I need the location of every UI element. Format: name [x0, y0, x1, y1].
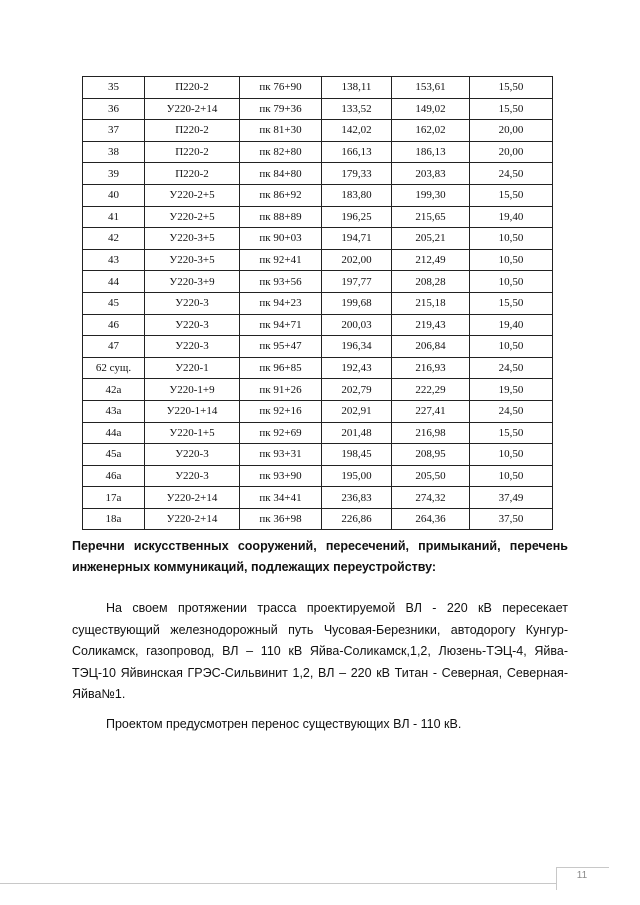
table-cell: 44 — [83, 271, 145, 293]
table-cell: У220-3+9 — [145, 271, 240, 293]
table-row — [83, 98, 553, 120]
table-cell: пк 90+03 — [240, 228, 322, 250]
table-cell: 36 — [83, 98, 145, 120]
table-row — [83, 314, 553, 336]
pole-table — [82, 76, 553, 530]
table-cell: 37,49 — [470, 487, 553, 509]
table-row — [83, 120, 553, 142]
table-cell: 212,49 — [392, 249, 470, 271]
table-cell: 44а — [83, 422, 145, 444]
table-cell: 198,45 — [322, 444, 392, 466]
table-cell: пк 96+85 — [240, 357, 322, 379]
table-cell: 203,83 — [392, 163, 470, 185]
table-cell: 15,50 — [470, 292, 553, 314]
table-cell: 15,50 — [470, 184, 553, 206]
table-cell: 196,34 — [322, 336, 392, 358]
table-cell: П220-2 — [145, 120, 240, 142]
table-cell: 219,43 — [392, 314, 470, 336]
table-cell: 236,83 — [322, 487, 392, 509]
table-cell: 183,80 — [322, 184, 392, 206]
table-cell: 20,00 — [470, 120, 553, 142]
table-cell: пк 79+36 — [240, 98, 322, 120]
table-cell: пк 92+16 — [240, 400, 322, 422]
table-row — [83, 444, 553, 466]
table-cell: 41 — [83, 206, 145, 228]
table-cell: пк 93+56 — [240, 271, 322, 293]
table-cell: 18а — [83, 508, 145, 530]
table-cell: 46а — [83, 465, 145, 487]
table-cell: 19,50 — [470, 379, 553, 401]
table-row — [83, 379, 553, 401]
table-cell: 208,28 — [392, 271, 470, 293]
table-cell: У220-2+5 — [145, 184, 240, 206]
table-cell: 274,32 — [392, 487, 470, 509]
table-cell: 179,33 — [322, 163, 392, 185]
pole-table-container — [82, 76, 552, 530]
table-cell: У220-2+5 — [145, 206, 240, 228]
table-row — [83, 141, 553, 163]
table-cell: 133,52 — [322, 98, 392, 120]
table-cell: 226,86 — [322, 508, 392, 530]
table-cell: 142,02 — [322, 120, 392, 142]
table-row — [83, 336, 553, 358]
table-cell: 166,13 — [322, 141, 392, 163]
table-cell: 37 — [83, 120, 145, 142]
table-cell: У220-3+5 — [145, 228, 240, 250]
table-cell: пк 88+89 — [240, 206, 322, 228]
table-cell: 10,50 — [470, 465, 553, 487]
table-row — [83, 487, 553, 509]
table-cell: У220-2+14 — [145, 98, 240, 120]
table-cell: 40 — [83, 184, 145, 206]
table-cell: пк 84+80 — [240, 163, 322, 185]
table-cell: 206,84 — [392, 336, 470, 358]
table-cell: 202,00 — [322, 249, 392, 271]
table-cell: 162,02 — [392, 120, 470, 142]
table-cell: 15,50 — [470, 422, 553, 444]
table-cell: 15,50 — [470, 77, 553, 99]
table-cell: пк 34+41 — [240, 487, 322, 509]
table-cell: 215,18 — [392, 292, 470, 314]
table-cell: 24,50 — [470, 357, 553, 379]
table-cell: У220-3 — [145, 292, 240, 314]
table-cell: пк 93+90 — [240, 465, 322, 487]
table-cell: пк 82+80 — [240, 141, 322, 163]
table-cell: 35 — [83, 77, 145, 99]
table-cell: 10,50 — [470, 271, 553, 293]
table-cell: 197,77 — [322, 271, 392, 293]
table-cell: 216,93 — [392, 357, 470, 379]
table-cell: 196,25 — [322, 206, 392, 228]
table-cell: 17а — [83, 487, 145, 509]
table-row — [83, 184, 553, 206]
table-cell: П220-2 — [145, 77, 240, 99]
table-cell: 43а — [83, 400, 145, 422]
relocation-paragraph: Проектом предусмотрен перенос существующих ВЛ - 110 кВ. — [106, 717, 462, 731]
table-cell: 138,11 — [322, 77, 392, 99]
table-cell: пк 94+71 — [240, 314, 322, 336]
table-cell: 43 — [83, 249, 145, 271]
table-cell: 222,29 — [392, 379, 470, 401]
table-cell: 24,50 — [470, 400, 553, 422]
table-cell: 195,00 — [322, 465, 392, 487]
table-cell: 10,50 — [470, 444, 553, 466]
table-cell: 199,30 — [392, 184, 470, 206]
table-cell: 186,13 — [392, 141, 470, 163]
footer-divider — [0, 883, 556, 884]
table-cell: У220-3 — [145, 314, 240, 336]
table-cell: У220-1+14 — [145, 400, 240, 422]
table-cell: 194,71 — [322, 228, 392, 250]
pole-table-body — [83, 77, 553, 530]
table-cell: 264,36 — [392, 508, 470, 530]
table-row — [83, 465, 553, 487]
table-row — [83, 357, 553, 379]
table-cell: У220-2+14 — [145, 487, 240, 509]
table-cell: 10,50 — [470, 249, 553, 271]
table-cell: 37,50 — [470, 508, 553, 530]
table-cell: П220-2 — [145, 141, 240, 163]
table-cell: пк 76+90 — [240, 77, 322, 99]
table-cell: 201,48 — [322, 422, 392, 444]
table-cell: 15,50 — [470, 98, 553, 120]
table-row — [83, 508, 553, 530]
table-cell: 20,00 — [470, 141, 553, 163]
table-cell: У220-1 — [145, 357, 240, 379]
table-row — [83, 422, 553, 444]
table-cell: 19,40 — [470, 314, 553, 336]
table-cell: 215,65 — [392, 206, 470, 228]
table-cell: У220-1+9 — [145, 379, 240, 401]
table-cell: У220-3 — [145, 336, 240, 358]
table-cell: 47 — [83, 336, 145, 358]
table-cell: 10,50 — [470, 228, 553, 250]
table-row — [83, 292, 553, 314]
table-cell: У220-1+5 — [145, 422, 240, 444]
table-cell: 19,40 — [470, 206, 553, 228]
table-cell: 38 — [83, 141, 145, 163]
table-cell: 42 — [83, 228, 145, 250]
table-cell: 199,68 — [322, 292, 392, 314]
table-cell: пк 92+69 — [240, 422, 322, 444]
table-cell: 39 — [83, 163, 145, 185]
table-cell: 45а — [83, 444, 145, 466]
table-cell: 149,02 — [392, 98, 470, 120]
table-cell: У220-3 — [145, 465, 240, 487]
table-cell: 10,50 — [470, 336, 553, 358]
table-cell: 192,43 — [322, 357, 392, 379]
table-row — [83, 163, 553, 185]
table-cell: У220-3+5 — [145, 249, 240, 271]
table-cell: 153,61 — [392, 77, 470, 99]
table-cell: 205,21 — [392, 228, 470, 250]
table-cell: пк 36+98 — [240, 508, 322, 530]
table-cell: П220-2 — [145, 163, 240, 185]
table-cell: пк 81+30 — [240, 120, 322, 142]
table-cell: пк 86+92 — [240, 184, 322, 206]
table-row — [83, 77, 553, 99]
section-heading: Перечни искусственных сооружений, пересечений, примыканий, перечень инженерных коммуникаций, подлежащих переустройству: — [72, 539, 568, 574]
table-row — [83, 206, 553, 228]
table-cell: 200,03 — [322, 314, 392, 336]
table-cell: У220-2+14 — [145, 508, 240, 530]
table-cell: пк 94+23 — [240, 292, 322, 314]
table-cell: 24,50 — [470, 163, 553, 185]
table-row — [83, 271, 553, 293]
table-cell: 216,98 — [392, 422, 470, 444]
page-number: 11 — [576, 870, 588, 881]
table-cell: 202,91 — [322, 400, 392, 422]
table-cell: пк 92+41 — [240, 249, 322, 271]
table-cell: пк 93+31 — [240, 444, 322, 466]
table-cell: 208,95 — [392, 444, 470, 466]
table-cell: 46 — [83, 314, 145, 336]
table-cell: 227,41 — [392, 400, 470, 422]
table-cell: 45 — [83, 292, 145, 314]
table-cell: 202,79 — [322, 379, 392, 401]
table-row — [83, 228, 553, 250]
table-cell: У220-3 — [145, 444, 240, 466]
table-cell: 42а — [83, 379, 145, 401]
table-cell: пк 95+47 — [240, 336, 322, 358]
table-cell: пк 91+26 — [240, 379, 322, 401]
table-cell: 205,50 — [392, 465, 470, 487]
table-row — [83, 400, 553, 422]
table-cell: 62 сущ. — [83, 357, 145, 379]
table-row — [83, 249, 553, 271]
crossings-paragraph: На своем протяжении трасса проектируемой ВЛ - 220 кВ пересекает существующий железнодорожный путь Чусовая-Березники, автодорогу Кунгур-Соликамск, газопровод, ВЛ – 110 кВ Яйва-Соликамск,1,2, Люзень-ТЭЦ-4, Яйва-ТЭЦ-10 Яйвинская ГРЭС-Сильвинит 1,2, ВЛ – 220 кВ Титан - Северная, Северная-Яйва№1. — [72, 601, 568, 702]
